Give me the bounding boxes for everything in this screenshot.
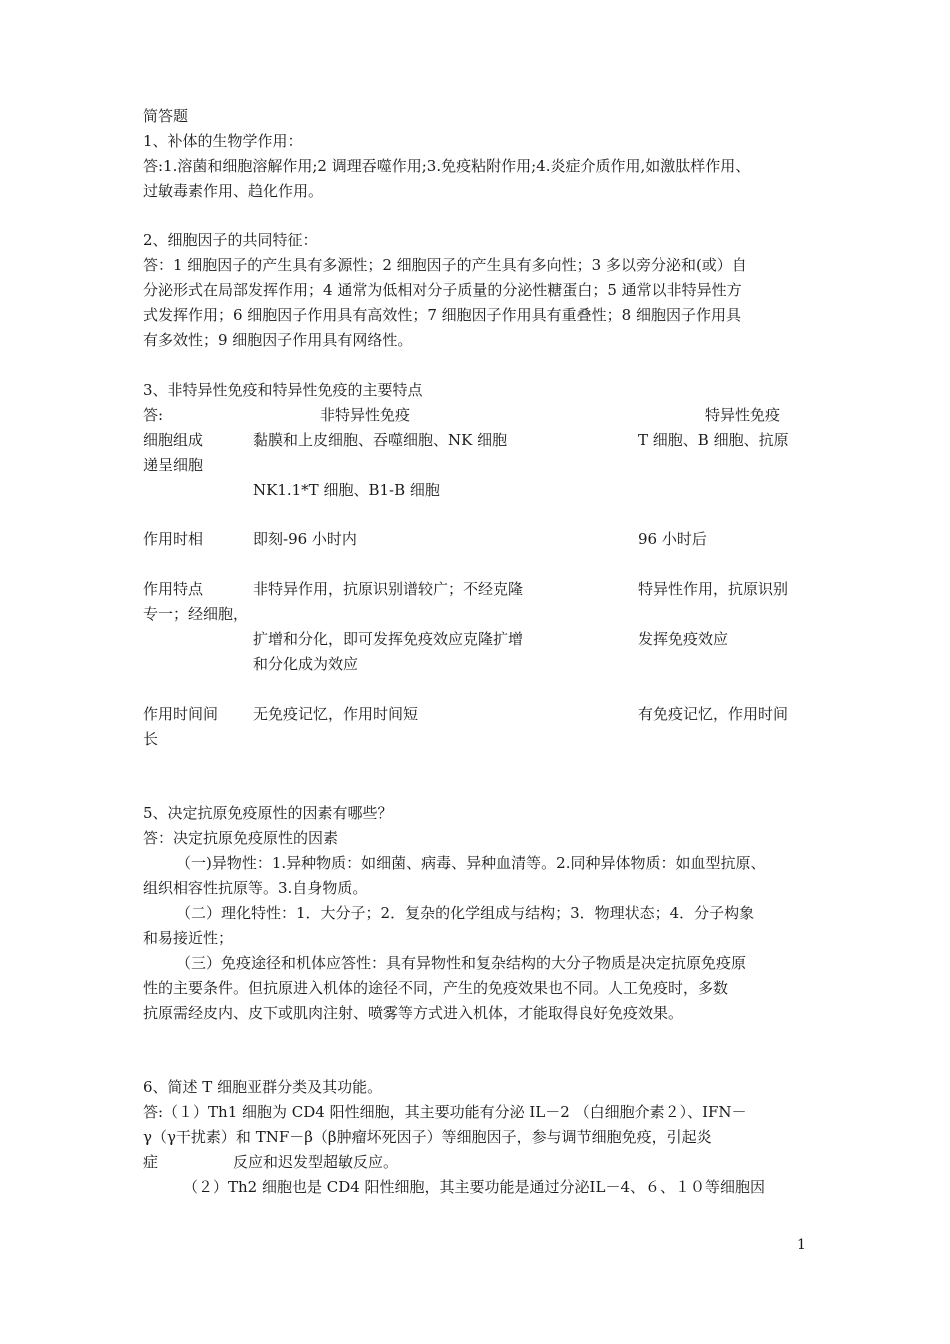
q5-answer-line: 组织相容性抗原等。3.自身物质。 [143,879,368,897]
q6-answer-line: γ（γ干扰素）和 TNF－β（β肿瘤坏死因子）等细胞因子，参与调节细胞免疫，引起炎 [143,1128,712,1146]
row-label: 作用时相 [143,530,204,548]
q2-question: 2、细胞因子的共同特征： [143,231,318,249]
row-label-cont: 专一；经细胞， [143,605,249,623]
row-nonspecific: NK1.1*T 细胞、B1-B 细胞 [253,481,440,499]
row-nonspecific: 即刻-96 小时内 [253,530,357,548]
section-title: 简答题 [143,107,189,125]
q2-answer-line: 答：1 细胞因子的产生具有多源性；2 细胞因子的产生具有多向性；3 多以旁分泌和(或）自 [143,256,747,274]
row-nonspecific: 和分化成为效应 [253,655,359,673]
row-specific: 发挥免疫效应 [638,630,729,648]
q6-answer-line: 答:（１）Th1 细胞为 CD4 阳性细胞，其主要功能有分泌 IL－2 （白细胞介素２）、IFN－ [143,1103,747,1121]
row-label: 细胞组成 [143,431,204,449]
q5-answer-line: （一)异物性：1.异种物质：如细菌、病毒、异种血清等。2.同种异体物质：如血型抗原、 [176,854,766,872]
q2-answer-line: 分泌形式在局部发挥作用；4 通常为低相对分子质量的分泌性糖蛋白；5 通常以非特异性方 [143,281,742,299]
table-header-nonspecific: 非特异性免疫 [320,406,411,424]
row-specific: T 细胞、B 细胞、抗原 [638,431,789,449]
row-label-cont: 长 [143,730,159,748]
q5-answer-line: （三）免疫途径和机体应答性：具有异物性和复杂结构的大分子物质是决定抗原免疫原 [176,954,747,972]
row-nonspecific: 扩增和分化，即可发挥免疫效应克隆扩增 [253,630,524,648]
table-header-specific: 特异性免疫 [705,406,781,424]
q2-answer-line: 式发挥作用；6 细胞因子作用具有高效性；7 细胞因子作用具有重叠性；8 细胞因子作用具 [143,306,741,324]
row-label-cont: 递呈细胞 [143,456,204,474]
q5-answer-line: （二）理化特性：1．大分子；2．复杂的化学组成与结构；3．物理状态；4．分子构象 [176,904,755,922]
q1-answer-line: 过敏毒素作用、趋化作用。 [143,182,324,200]
row-specific: 有免疫记忆，作用时间 [638,705,789,723]
q5-answer-intro: 答：决定抗原免疫原性的因素 [143,829,339,847]
q3-question: 3、非特异性免疫和特异性免疫的主要特点 [143,381,423,399]
q6-answer-line: （２）Th2 细胞也是 CD4 阳性细胞，其主要功能是通过分泌IL－4、６、１０等细胞因 [183,1178,765,1196]
q5-question: 5、决定抗原免疫原性的因素有哪些？ [143,804,393,822]
q1-question: 1、补体的生物学作用： [143,132,303,150]
row-nonspecific: 无免疫记忆，作用时间短 [253,705,419,723]
q6-answer-line: 症 反应和迟发型超敏反应。 [143,1153,399,1171]
row-nonspecific: 非特异作用，抗原识别谱较广；不经克隆 [253,580,524,598]
q5-answer-line: 性的主要条件。但抗原进入机体的途径不同，产生的免疫效果也不同。人工免疫时，多数 [143,979,729,997]
row-label: 作用特点 [143,580,204,598]
row-nonspecific: 黏膜和上皮细胞、吞噬细胞、NK 细胞 [253,431,508,449]
q6-question: 6、简述 T 细胞亚群分类及其功能。 [143,1078,383,1096]
row-specific: 特异性作用，抗原识别 [638,580,789,598]
q2-answer-line: 有多效性；9 细胞因子作用具有网络性。 [143,331,413,349]
q1-answer-line: 答:1.溶菌和细胞溶解作用;2 调理吞噬作用;3.免疫粘附作用;4.炎症介质作用,如激肽样作用、 [143,157,751,175]
q5-answer-line: 和易接近性； [143,929,234,947]
row-specific: 96 小时后 [638,530,707,548]
page-number: 1 [797,1237,806,1253]
q5-answer-line: 抗原需经皮内、皮下或肌肉注射、喷雾等方式进入机体，才能取得良好免疫效果。 [143,1004,684,1022]
table-header-label: 答: [143,406,164,424]
row-label: 作用时间间 [143,705,219,723]
